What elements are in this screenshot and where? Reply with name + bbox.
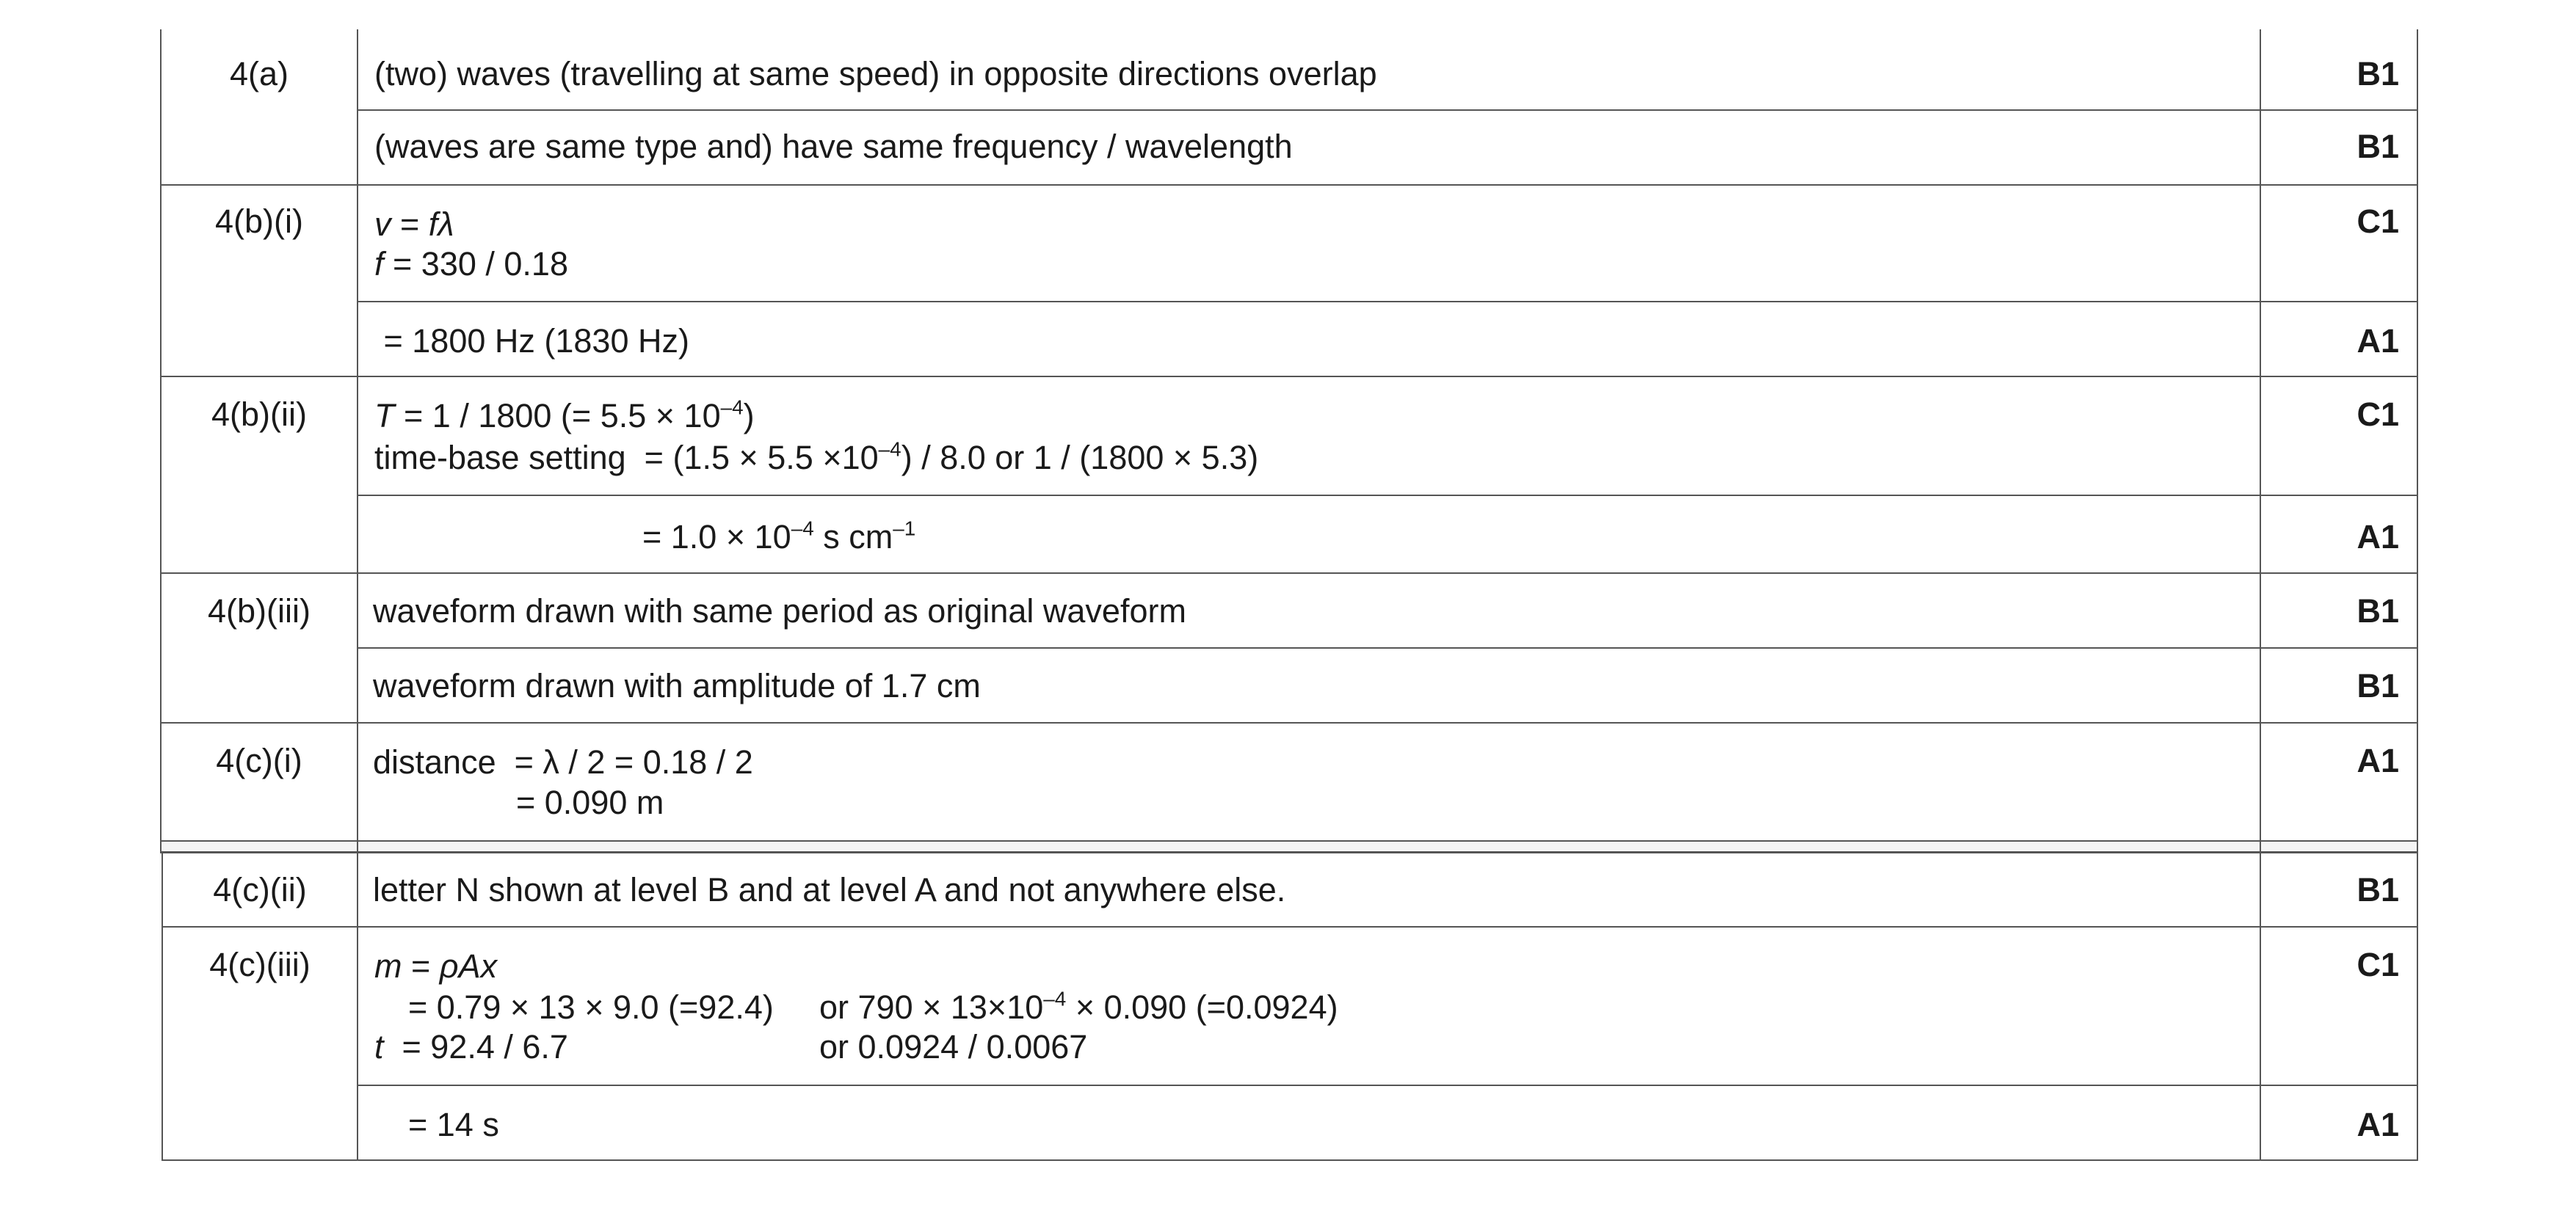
answer-text-part: × 0.090 (=0.0924) — [1066, 988, 1338, 1026]
answer-text-part: time-base setting = (1.5 × 5.5 ×10 — [374, 439, 879, 476]
mark-label: B1 — [2357, 55, 2399, 92]
symbol-t: t — [374, 1028, 384, 1066]
table-row — [162, 1085, 2417, 1160]
answer-cell — [358, 573, 2260, 648]
answer-text — [642, 517, 916, 555]
mark-cell — [2260, 927, 2417, 1085]
answer-cell — [358, 1085, 2260, 1160]
question-number-cell — [161, 723, 358, 841]
mark-label: A1 — [2357, 742, 2399, 779]
question-number-cell — [161, 573, 358, 723]
answer-text: = 14 s — [408, 1106, 499, 1143]
mark-label: C1 — [2357, 396, 2399, 433]
answer-text-equation — [374, 205, 454, 243]
answer-text: letter N shown at level B and at level A and not anywhere else. — [373, 871, 1286, 908]
table-row — [161, 495, 2417, 573]
table-row — [162, 852, 2417, 927]
mark-cell — [2260, 723, 2417, 841]
mark-scheme-table-lower — [162, 851, 2418, 1161]
answer-text — [374, 245, 568, 283]
table-row — [161, 302, 2417, 376]
answer-cell — [358, 110, 2260, 185]
symbol-Ax: Ax — [458, 947, 498, 985]
mark-cell — [2260, 302, 2417, 376]
answer-cell — [358, 723, 2260, 841]
exponent: –1 — [893, 517, 916, 540]
equals-sign: = — [391, 205, 429, 243]
symbol-T: T — [374, 397, 395, 434]
question-number-cell — [162, 852, 358, 927]
mark-label: A1 — [2357, 1106, 2399, 1143]
exponent: –4 — [1043, 987, 1067, 1010]
question-number: 4(a) — [229, 55, 289, 92]
answer-text: waveform drawn with same period as original waveform — [373, 592, 1186, 630]
table-row — [162, 927, 2417, 1085]
answer-text-part: s cm — [813, 518, 893, 555]
mark-cell — [2260, 185, 2417, 302]
answer-text-part: ) / 8.0 or 1 / (1800 × 5.3) — [901, 439, 1259, 476]
symbol-m: m — [374, 947, 402, 985]
question-number: 4(c)(ii) — [213, 871, 307, 908]
question-number: 4(b)(iii) — [208, 592, 311, 630]
question-number-cell — [161, 29, 358, 185]
question-number-cell — [162, 927, 358, 1160]
table-row — [161, 648, 2417, 723]
mark-label: B1 — [2357, 667, 2399, 704]
answer-cell — [358, 376, 2260, 495]
table-row — [161, 376, 2417, 495]
question-number: 4(c)(iii) — [209, 946, 311, 983]
question-number: 4(b)(i) — [215, 203, 303, 240]
answer-text — [374, 437, 1259, 476]
answer-text: = 0.79 × 13 × 9.0 (=92.4) — [408, 988, 774, 1026]
answer-text: distance = λ / 2 = 0.18 / 2 — [373, 743, 753, 781]
symbol-rho: ρ — [439, 947, 459, 985]
answer-cell — [358, 852, 2260, 927]
table-row — [161, 723, 2417, 841]
mark-label: C1 — [2357, 203, 2399, 240]
mark-label: C1 — [2357, 946, 2399, 983]
answer-text-alternative — [819, 987, 1338, 1026]
table-row — [161, 573, 2417, 648]
equals-sign: = — [402, 947, 440, 985]
mark-cell — [2260, 648, 2417, 723]
answer-text: = 0.090 m — [516, 784, 664, 821]
question-number-cell — [161, 185, 358, 376]
answer-text-part: ) — [743, 397, 755, 434]
answer-text-alternative: or 0.0924 / 0.0067 — [819, 1028, 1088, 1066]
answer-cell — [358, 927, 2260, 1085]
mark-cell — [2260, 495, 2417, 573]
answer-text-part: = 1 / 1800 (= 5.5 × 10 — [394, 397, 721, 434]
question-number-cell — [161, 376, 358, 573]
symbol-f: f — [428, 205, 438, 243]
symbol-lambda: λ — [438, 205, 454, 243]
answer-cell — [358, 185, 2260, 302]
answer-text — [374, 1028, 568, 1066]
mark-cell — [2260, 573, 2417, 648]
answer-text: (waves are same type and) have same frequency / wavelength — [374, 128, 1293, 165]
exponent: –4 — [878, 437, 901, 461]
answer-text-rest: = 330 / 0.18 — [383, 245, 568, 283]
answer-cell — [358, 495, 2260, 573]
answer-text: waveform drawn with amplitude of 1.7 cm — [373, 667, 981, 704]
mark-label: B1 — [2357, 592, 2399, 630]
answer-text-part: = 1.0 × 10 — [642, 518, 791, 555]
answer-text-part: or 790 × 13×10 — [819, 988, 1044, 1026]
mark-scheme-table-upper — [160, 29, 2418, 853]
answer-cell — [358, 29, 2260, 110]
answer-text-part: = 92.4 / 6.7 — [383, 1028, 568, 1066]
table-row — [161, 110, 2417, 185]
exponent: –4 — [720, 396, 744, 419]
exponent: –4 — [791, 517, 814, 540]
question-number: 4(b)(ii) — [211, 396, 307, 433]
mark-label: A1 — [2357, 322, 2399, 360]
answer-text-equation — [374, 947, 498, 985]
answer-text — [374, 396, 755, 434]
mark-cell — [2260, 852, 2417, 927]
question-number: 4(c)(i) — [216, 742, 302, 779]
symbol-f: f — [374, 245, 384, 283]
table-row — [161, 29, 2417, 110]
table-row — [161, 185, 2417, 302]
answer-text: = 1800 Hz (1830 Hz) — [374, 322, 689, 360]
mark-label: A1 — [2357, 518, 2399, 555]
mark-cell — [2260, 110, 2417, 185]
answer-cell — [358, 302, 2260, 376]
answer-text: (two) waves (travelling at same speed) in opposite directions overlap — [374, 55, 1377, 92]
answer-cell — [358, 648, 2260, 723]
mark-cell — [2260, 29, 2417, 110]
mark-label: B1 — [2357, 871, 2399, 908]
mark-label: B1 — [2357, 128, 2399, 165]
symbol-v: v — [374, 205, 391, 243]
mark-cell — [2260, 1085, 2417, 1160]
mark-cell — [2260, 376, 2417, 495]
